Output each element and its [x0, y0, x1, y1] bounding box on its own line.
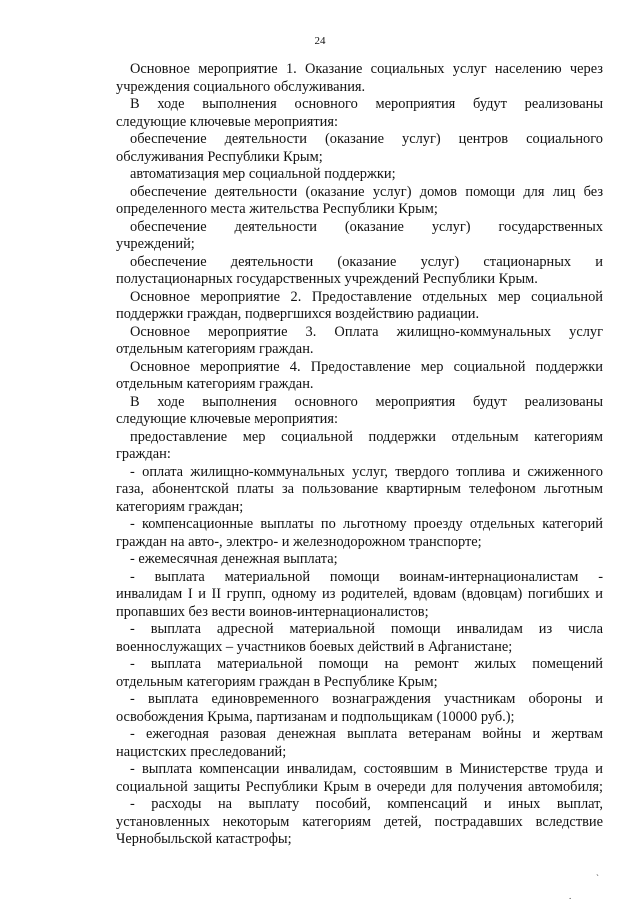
page-number: 24: [314, 35, 326, 47]
text-line: категориям граждан;: [116, 498, 244, 515]
text-line: отдельным категориям граждан.: [116, 376, 314, 392]
text-line: освобождения Крыма, партизанам и подпольщикам (10000 руб.);: [116, 708, 515, 725]
text-line: Чернобыльской катастрофы;: [116, 831, 292, 847]
text-line: определенного места жительства Республики Крым;: [116, 201, 438, 217]
text-line: обеспечение деятельности (оказание услуг) государственных: [130, 218, 603, 235]
text-line: автоматизация мер социальной поддержки;: [130, 166, 396, 182]
text-line: - выплата материальной помощи воинам-интернационалистам -: [130, 568, 603, 585]
text-line: учреждений;: [116, 236, 195, 252]
text-line: установленных некоторым категориям детей, пострадавших вследствие: [116, 813, 603, 830]
text-line: обеспечение деятельности (оказание услуг) центров социального: [130, 131, 603, 147]
text-line: Основное мероприятие 1. Оказание социальных услуг населению через: [130, 61, 603, 77]
text-line: - выплата адресной материальной помощи инвалидам из числа: [130, 621, 603, 637]
text-line: учреждения социального обслуживания.: [116, 78, 366, 95]
text-line: обеспечение деятельности (оказание услуг) стационарных и: [130, 253, 603, 270]
document-body: [116, 61, 603, 849]
text-line: предоставление мер социальной поддержки отдельным категориям: [130, 428, 603, 445]
text-line: Основное мероприятие 3. Оплата жилищно-коммунальных услуг: [130, 323, 603, 340]
text-line: газа, абонентской платы за пользование квартирным телефоном льготным: [116, 481, 603, 497]
text-line: - компенсационные выплаты по льготному проезду отдельных категорий: [130, 516, 603, 532]
text-line: - расходы на выплату пособий, компенсаций и иных выплат,: [130, 796, 603, 812]
text-line: граждан:: [116, 446, 171, 462]
text-line: граждан на авто-, электро- и железнодорожном транспорте;: [116, 533, 482, 550]
text-line: отдельным категориям граждан в Республике Крым;: [116, 673, 438, 690]
text-line: полустационарных государственных учреждений Республики Крым.: [116, 271, 538, 287]
text-line: В ходе выполнения основного мероприятия будут реализованы: [130, 96, 603, 112]
scan-mark: .: [569, 891, 572, 901]
text-line: следующие ключевые мероприятия:: [116, 113, 338, 130]
text-line: военнослужащих – участников боевых действий в Афганистане;: [116, 638, 513, 655]
text-line: обслуживания Республики Крым;: [116, 148, 323, 165]
text-line: Основное мероприятие 2. Предоставление отдельных мер социальной: [130, 288, 603, 305]
text-line: поддержки граждан, подвергшихся воздействию радиации.: [116, 306, 480, 322]
text-line: - выплата единовременного вознаграждения участникам обороны и: [130, 691, 603, 707]
text-line: нацистских преследований;: [116, 743, 287, 760]
text-line: В ходе выполнения основного мероприятия будут реализованы: [130, 393, 603, 410]
scan-mark: `: [596, 873, 599, 883]
text-line: Основное мероприятие 4. Предоставление мер социальной поддержки: [130, 358, 603, 375]
text-line: обеспечение деятельности (оказание услуг) домов помощи для лиц без: [130, 183, 603, 200]
text-line: отдельным категориям граждан.: [116, 341, 314, 357]
text-line: инвалидам I и II групп, одному из родителей, вдовам (вдовцам) погибших и: [116, 586, 603, 602]
text-line: - выплата материальной помощи на ремонт жилых помещений: [130, 656, 603, 672]
text-line: - ежегодная разовая денежная выплата ветеранам войны и жертвам: [130, 726, 603, 742]
text-line: следующие ключевые мероприятия:: [116, 411, 338, 427]
text-line: - оплата жилищно-коммунальных услуг, твердого топлива и сжиженного: [130, 463, 603, 480]
text-line: социальной защиты Республики Крым в очереди для получения автомобиля;: [116, 778, 603, 795]
text-line: - выплата компенсации инвалидам, состоявшим в Министерстве труда и: [130, 761, 603, 777]
text-line: пропавших без вести воинов-интернационалистов;: [116, 603, 429, 620]
text-line: - ежемесячная денежная выплата;: [130, 551, 338, 567]
